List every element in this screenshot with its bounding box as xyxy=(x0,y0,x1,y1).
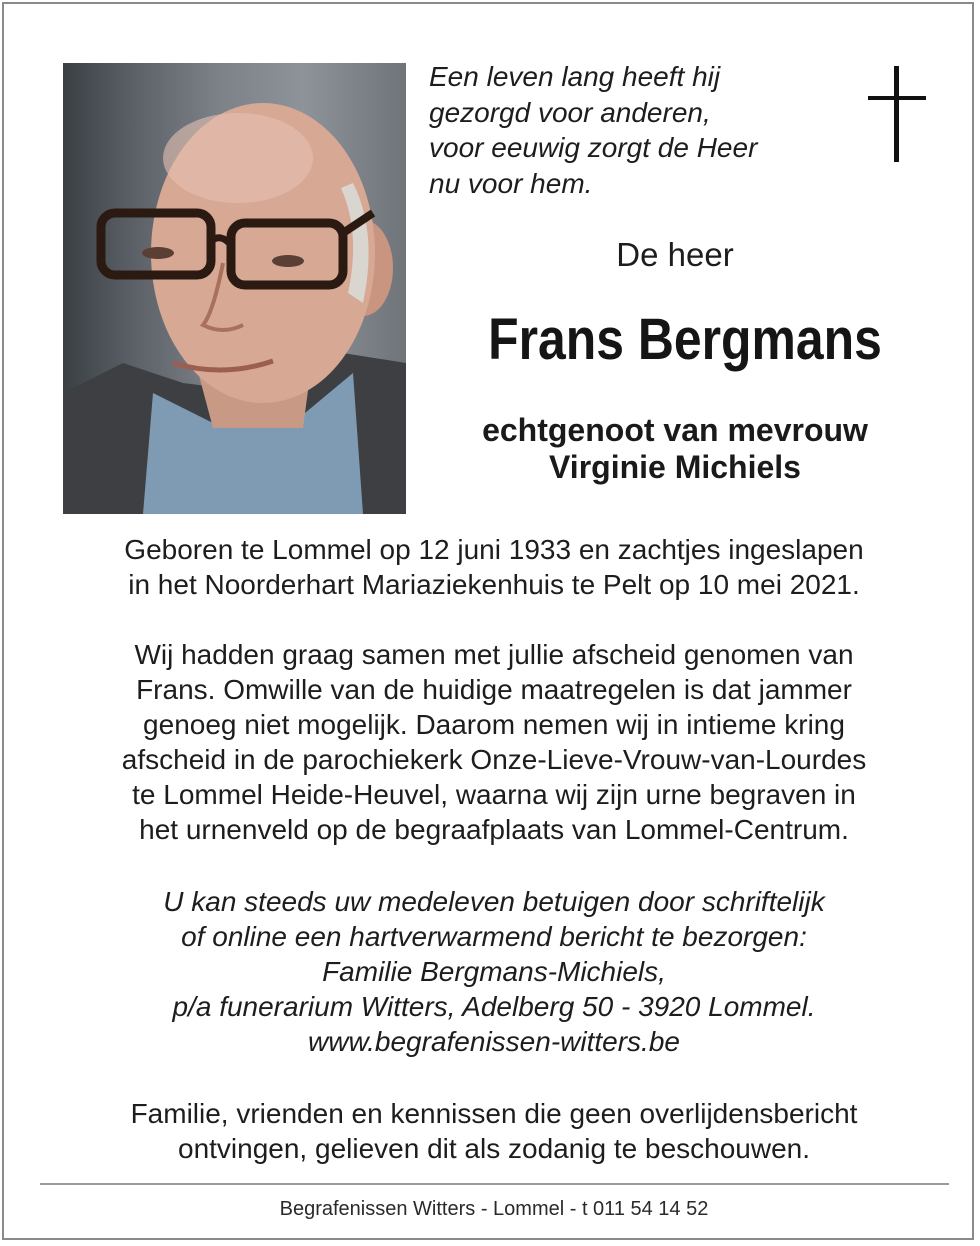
text-line: Familie Bergmans-Michiels, xyxy=(322,956,666,987)
condolence-paragraph xyxy=(44,884,944,1059)
footer-divider xyxy=(40,1183,949,1185)
spouse-line: echtgenoot van mevrouw xyxy=(482,412,868,448)
text-line: afscheid in de parochiekerk Onze-Lieve-Vrouw-van-Lourdes xyxy=(121,744,867,775)
website-link[interactable]: www.begrafenissen-witters.be xyxy=(308,1026,680,1057)
cross-icon xyxy=(868,66,926,162)
text-line: ontvingen, gelieven dit als zodanig te beschouwen. xyxy=(178,1133,810,1164)
text-line: te Lommel Heide-Heuvel, waarna wij zijn urne begraven in xyxy=(132,779,856,810)
text-line: Wij hadden graag samen met jullie afscheid genomen van xyxy=(134,639,854,670)
text-line: U kan steeds uw medeleven betuigen door schriftelijk xyxy=(163,886,825,917)
verse-line: voor eeuwig zorgt de Heer xyxy=(429,132,758,163)
salutation: De heer xyxy=(616,236,734,273)
notice-paragraph xyxy=(44,1096,944,1166)
deceased-name: Frans Bergmans xyxy=(488,307,882,372)
text-line: of online een hartverwarmend bericht te bezorgen: xyxy=(181,921,807,952)
text-line: Frans. Omwille van de huidige maatregelen is dat jammer xyxy=(136,674,852,705)
verse-line: nu voor hem. xyxy=(429,167,593,199)
text-line: genoeg niet mogelijk. Daarom nemen wij in intieme kring xyxy=(143,709,845,740)
verse-line: Een leven lang heeft hij xyxy=(429,61,721,92)
memorial-verse xyxy=(429,59,849,201)
spouse-line: Virginie Michiels xyxy=(549,449,801,485)
verse-line: gezorgd voor anderen, xyxy=(429,96,711,128)
text-line: in het Noorderhart Mariaziekenhuis te Pelt op 10 mei 2021. xyxy=(128,569,860,600)
portrait-illustration xyxy=(63,63,406,514)
text-line: het urnenveld op de begraafplaats van Lommel-Centrum. xyxy=(139,814,849,845)
text-line: Familie, vrienden en kennissen die geen overlijdensbericht xyxy=(130,1098,858,1129)
text-line: p/a funerarium Witters, Adelberg 50 - 3920 Lommel. xyxy=(172,991,816,1022)
text-line: Geboren te Lommel op 12 juni 1933 en zachtjes ingeslapen xyxy=(124,534,864,565)
footer-text: Begrafenissen Witters - Lommel - t 011 54 14 52 xyxy=(279,1198,709,1220)
obituary-card xyxy=(2,2,974,1240)
spouse-info xyxy=(424,412,926,486)
birth-death-paragraph xyxy=(44,532,944,602)
farewell-paragraph xyxy=(44,637,944,847)
portrait-photo xyxy=(63,63,406,514)
